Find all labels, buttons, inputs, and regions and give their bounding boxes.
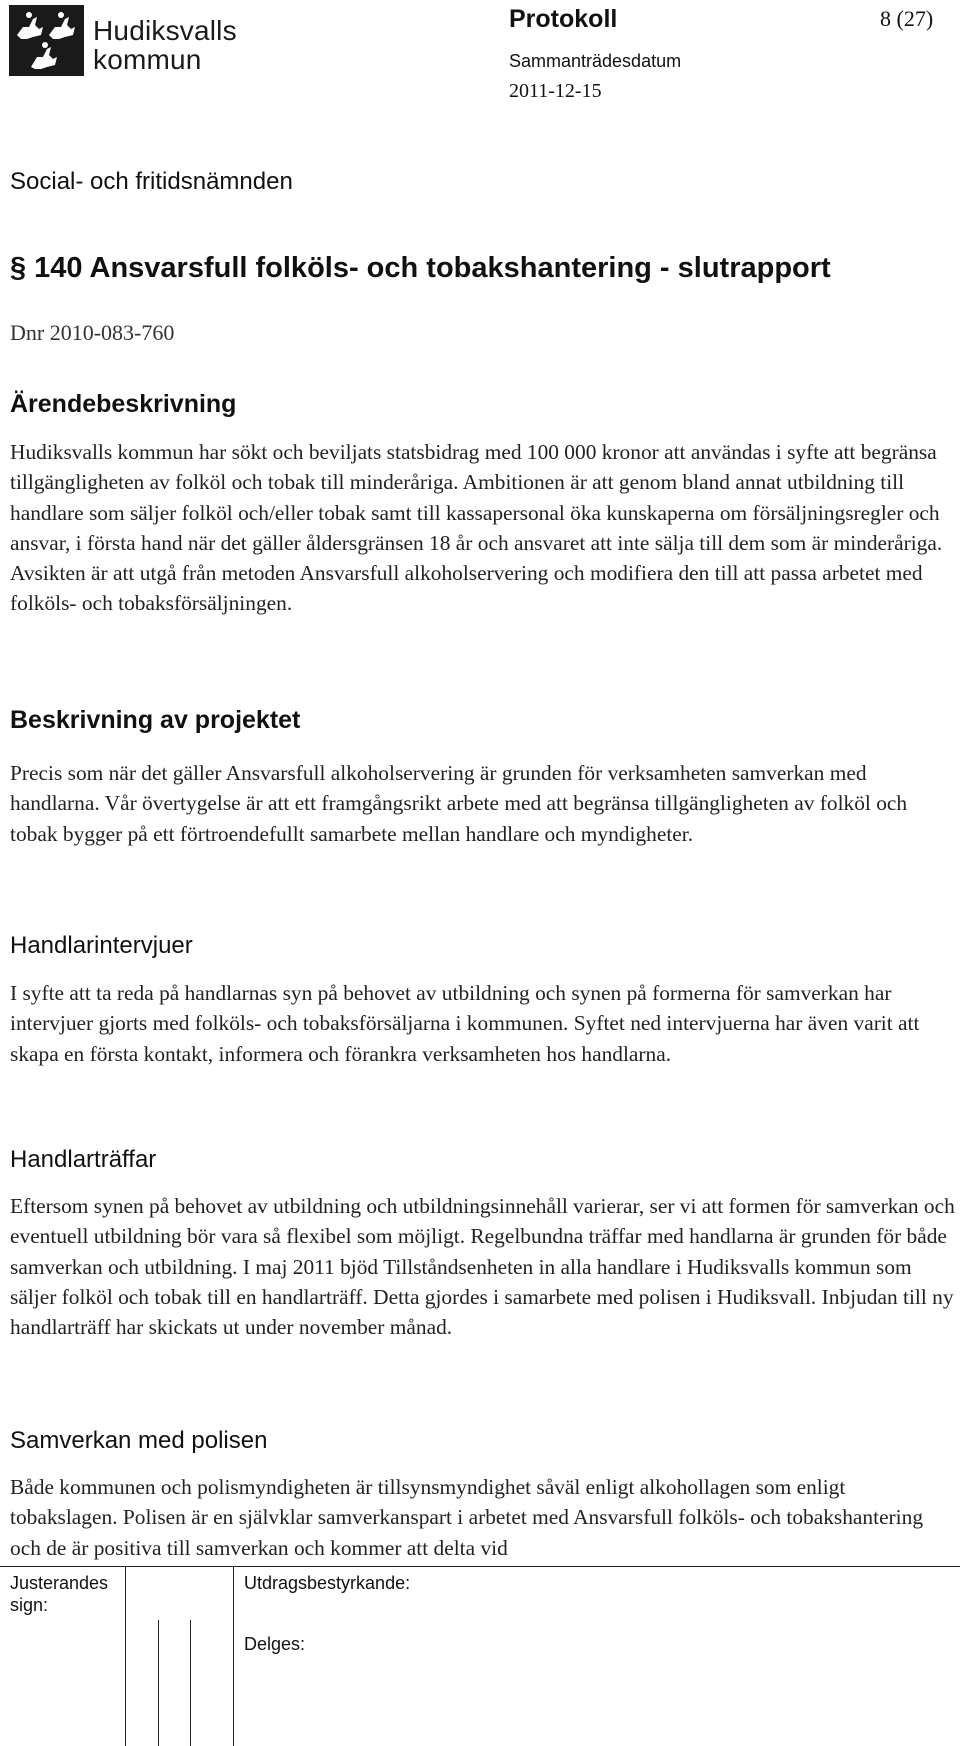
section-body-arendebeskrivning: Hudiksvalls kommun har sökt och beviljats statsbidrag med 100 000 kronor att användas i syfte att begränsa tillgängligheten av folköl och tobak till minderåriga. Ambitionen är att genom bland annat utbildning till handlare som säljer folköl och/eller tobak samt till kassapersonal öka kunskaperna om försäljningsregler och ansvar, i första hand när det gäller åldersgränsen 18 år och ansvaret att inte sälja till dem som är minderåriga. Avsikten är att utgå från metoden Ansvarsfull alkoholservering och modifiera den till att passa arbetet med folköls- och tobaksförsäljningen. [10, 440, 943, 616]
signature-column-divider [233, 1566, 234, 1746]
logo-wordmark-line1: Hudiksvalls [93, 15, 237, 46]
section-body-samverkan-med-polisen: Både kommunen och polismyndigheten är tillsynsmyndighet såväl enligt alkohollagen som enligt tobakslagen. Polisen är en självklar samverkanspart i arbetet med Ansvarsfull folköls- och tobakshantering och de är positiva till samverkan och kommer att delta vid [10, 1475, 924, 1560]
logo-wordmark [93, 16, 237, 74]
meeting-date: 2011-12-15 [509, 80, 602, 102]
section-heading-beskrivning-av-projektet: Beskrivning av projektet [10, 706, 301, 734]
section-heading-handlarintervjuer: Handlarintervjuer [10, 932, 193, 959]
section-body-handlarintervjuer: I syfte att ta reda på handlarnas syn på behovet av utbildning och synen på formerna för samverkan har intervjuer gjorts med folköls- och tobaksförsäljarna i kommunen. Syftet ned intervjuerna har även varit att skapa en första kontakt, informera och förankra verksamheten hos handlarna. [10, 981, 920, 1066]
justerandes-sign-label: Justerandes sign: [10, 1573, 109, 1615]
diary-number: Dnr 2010-083-760 [10, 320, 175, 345]
logo-wordmark-line2: kommun [93, 44, 202, 75]
page-title-text: 140 Ansvarsfull folköls- och tobakshantering - slutrapport [34, 252, 831, 284]
hudiksvalls-kommun-logo-icon [9, 5, 84, 76]
page-title [10, 252, 950, 285]
section-heading-handlartraffar: Handlarträffar [10, 1146, 157, 1173]
section-body-beskrivning-av-projektet: Precis som när det gäller Ansvarsfull alkoholservering är grunden för verksamheten samverkan med handlarna. Vår övertygelse är att ett framgångsrikt arbete med att begränsa tillgängligheten av folköl och tobak bygger på ett förtroendefullt samarbete mellan handlare och myndigheter. [10, 761, 908, 846]
footer-divider [0, 1566, 960, 1567]
meeting-date-label: Sammanträdesdatum [509, 51, 682, 71]
document-type: Protokoll [509, 5, 618, 33]
signature-column-divider [158, 1620, 159, 1746]
signature-column-divider [190, 1620, 191, 1746]
section-heading-arendebeskrivning: Ärendebeskrivning [10, 390, 237, 418]
committee-name: Social- och fritidsnämnden [10, 168, 293, 195]
signature-column-divider [125, 1566, 126, 1746]
section-body-handlartraffar: Eftersom synen på behovet av utbildning och utbildningsinnehåll varierar, ser vi att formen för samverkan och eventuell utbildning bör vara så flexibel som möjligt. Regelbundna träffar med handlarna är grunden för både samverkan och utbildning. I maj 2011 bjöd Tillståndsenheten in alla handlare i Hudiksvalls kommun som säljer folköl och tobak till en handlarträff. Detta gjordes i samarbete med polisen i Hudiksvall. Inbjudan till ny handlarträff har skickats ut under november månad. [10, 1194, 955, 1340]
section-mark: § [10, 252, 27, 284]
delges-label: Delges: [244, 1634, 306, 1654]
section-heading-samverkan-med-polisen: Samverkan med polisen [10, 1427, 268, 1454]
page-number: 8 (27) [880, 6, 934, 31]
utdragsbestyrkande-label: Utdragsbestyrkande: [244, 1573, 411, 1593]
